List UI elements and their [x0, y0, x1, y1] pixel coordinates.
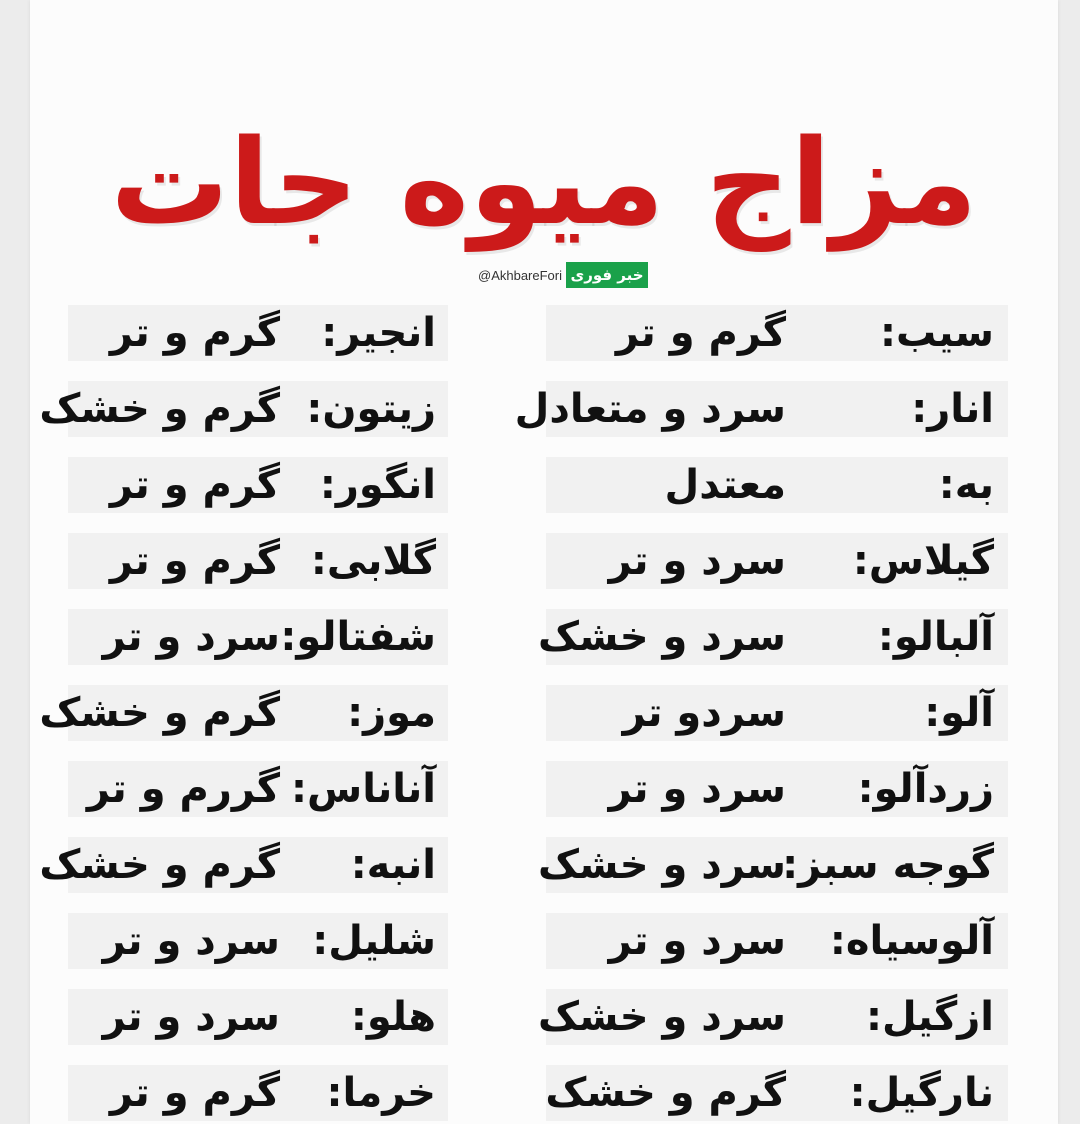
page-title: مزاج میوه جات [110, 113, 978, 252]
fruit-row-left [39, 685, 448, 741]
fruit-name: نارگیل: [849, 1070, 994, 1116]
fruit-row-right [546, 761, 1008, 817]
fruit-name: انار: [911, 386, 994, 432]
fruit-temper: گرم و تر [615, 310, 786, 356]
fruit-temper: سرد و تر [102, 994, 280, 1040]
document-page [30, 0, 1058, 1124]
fruit-name: گیلاس: [852, 538, 994, 584]
fruit-row-right [514, 381, 1008, 437]
fruit-temper: سرد و خشک [538, 614, 786, 660]
fruit-row-left [68, 457, 448, 513]
fruit-name: آلو: [924, 690, 994, 736]
fruit-temper: سردو تر [622, 690, 786, 736]
fruit-name: انجیر: [321, 310, 436, 356]
fruit-temper: سرد و خشک [538, 994, 786, 1040]
watermark [478, 262, 648, 288]
fruit-name: خرما: [326, 1070, 436, 1116]
fruit-name: هلو: [350, 994, 436, 1040]
fruit-name: گوجه سبز: [782, 842, 994, 888]
fruit-row-right [546, 1065, 1008, 1121]
fruit-name: زردآلو: [857, 766, 994, 812]
fruit-name: آلوسیاه: [829, 918, 994, 964]
fruit-temper: گرم و خشک [39, 386, 280, 432]
fruit-row-left [68, 533, 448, 589]
fruit-name: موز: [347, 690, 436, 736]
fruit-temper: سرد و متعادل [514, 386, 786, 432]
fruit-name: زیتون: [306, 386, 436, 432]
fruit-name: شلیل: [312, 918, 436, 964]
fruit-row-left [68, 609, 448, 665]
fruit-temper: سرد و تر [608, 766, 786, 812]
fruit-temper: سرد و خشک [538, 842, 786, 888]
fruit-row-right [538, 989, 1008, 1045]
fruit-temper: سرد و تر [608, 918, 786, 964]
fruit-row-left [68, 989, 448, 1045]
fruit-row-left [68, 761, 448, 817]
fruit-row-right [538, 837, 1008, 893]
fruit-row-left [39, 381, 448, 437]
fruit-name: به: [938, 462, 994, 508]
fruit-name: سیب: [879, 310, 994, 356]
fruit-row-left [68, 913, 448, 969]
fruit-temper: معتدل [664, 462, 786, 508]
fruit-temper: گرم و تر [109, 1070, 280, 1116]
fruit-name: ازگیل: [865, 994, 994, 1040]
fruit-row-right [546, 913, 1008, 969]
fruit-temper: سرد و تر [102, 614, 280, 660]
fruit-name: شفتالو: [280, 614, 436, 660]
fruit-row-right [538, 609, 1008, 665]
fruit-temper: گرم و خشک [39, 842, 280, 888]
news-logo: خبر فوری [566, 262, 648, 288]
fruit-row-right [546, 533, 1008, 589]
fruit-temper: سرد و تر [608, 538, 786, 584]
fruit-temper: گررم و تر [86, 766, 280, 812]
fruit-name: آلبالو: [877, 614, 994, 660]
fruit-temper: گرم و تر [109, 538, 280, 584]
fruit-temper: گرم و خشک [545, 1070, 786, 1116]
fruit-row-right [546, 457, 1008, 513]
fruit-temper: سرد و تر [102, 918, 280, 964]
fruit-row-left [68, 305, 448, 361]
fruit-row-right [546, 305, 1008, 361]
fruit-name: انگور: [319, 462, 436, 508]
fruit-name: گلابی: [310, 538, 436, 584]
fruit-row-left [68, 1065, 448, 1121]
fruit-temper: گرم و تر [109, 310, 280, 356]
fruit-temper: گرم و خشک [39, 690, 280, 736]
watermark-handle: @AkhbareFori [478, 267, 563, 283]
fruit-row-right [546, 685, 1008, 741]
fruit-name: آناناس: [291, 766, 436, 812]
fruit-name: انبه: [350, 842, 436, 888]
fruit-temper: گرم و تر [109, 462, 280, 508]
fruit-row-left [39, 837, 448, 893]
